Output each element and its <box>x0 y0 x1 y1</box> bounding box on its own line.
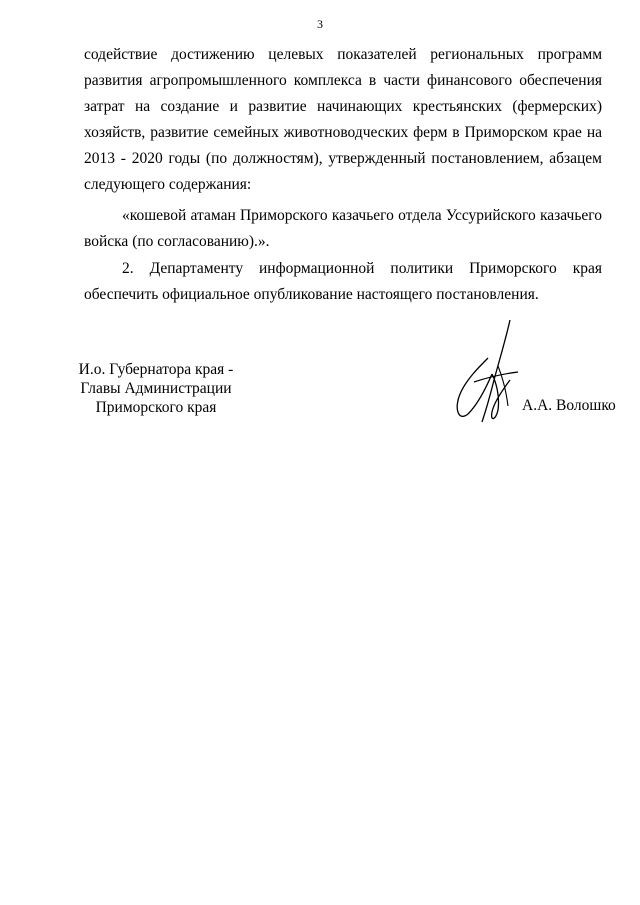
paragraph-3: 2. Департаменту информационной политики Приморского края обеспечить официальное опубликование настоящего постановления. <box>84 260 602 303</box>
handwritten-signature <box>448 318 528 426</box>
signatory-position <box>66 360 246 417</box>
paragraph-1: содействие достижению целевых показателей региональных программ развития агропромышленного комплекса в части финансового обеспечения затрат на создание и развитие начинающих крестьянских (фермерских) хозяйств, развитие семейных животноводческих ферм в Приморском крае на 2013 - 2020 годы (по должностям), утвержденный постановлением, абзацем следующего содержания: <box>84 46 602 193</box>
page-number: 3 <box>317 17 323 31</box>
signatory-name: А.А. Волошко <box>522 397 616 414</box>
position-line-2: Главы Администрации <box>80 380 232 397</box>
position-line-1: И.о. Губернатора края - <box>78 361 234 378</box>
paragraph-2: «кошевой атаман Приморского казачьего отдела Уссурийского казачьего войска (по согласованию).». <box>84 207 602 250</box>
position-line-3: Приморского края <box>95 399 217 416</box>
